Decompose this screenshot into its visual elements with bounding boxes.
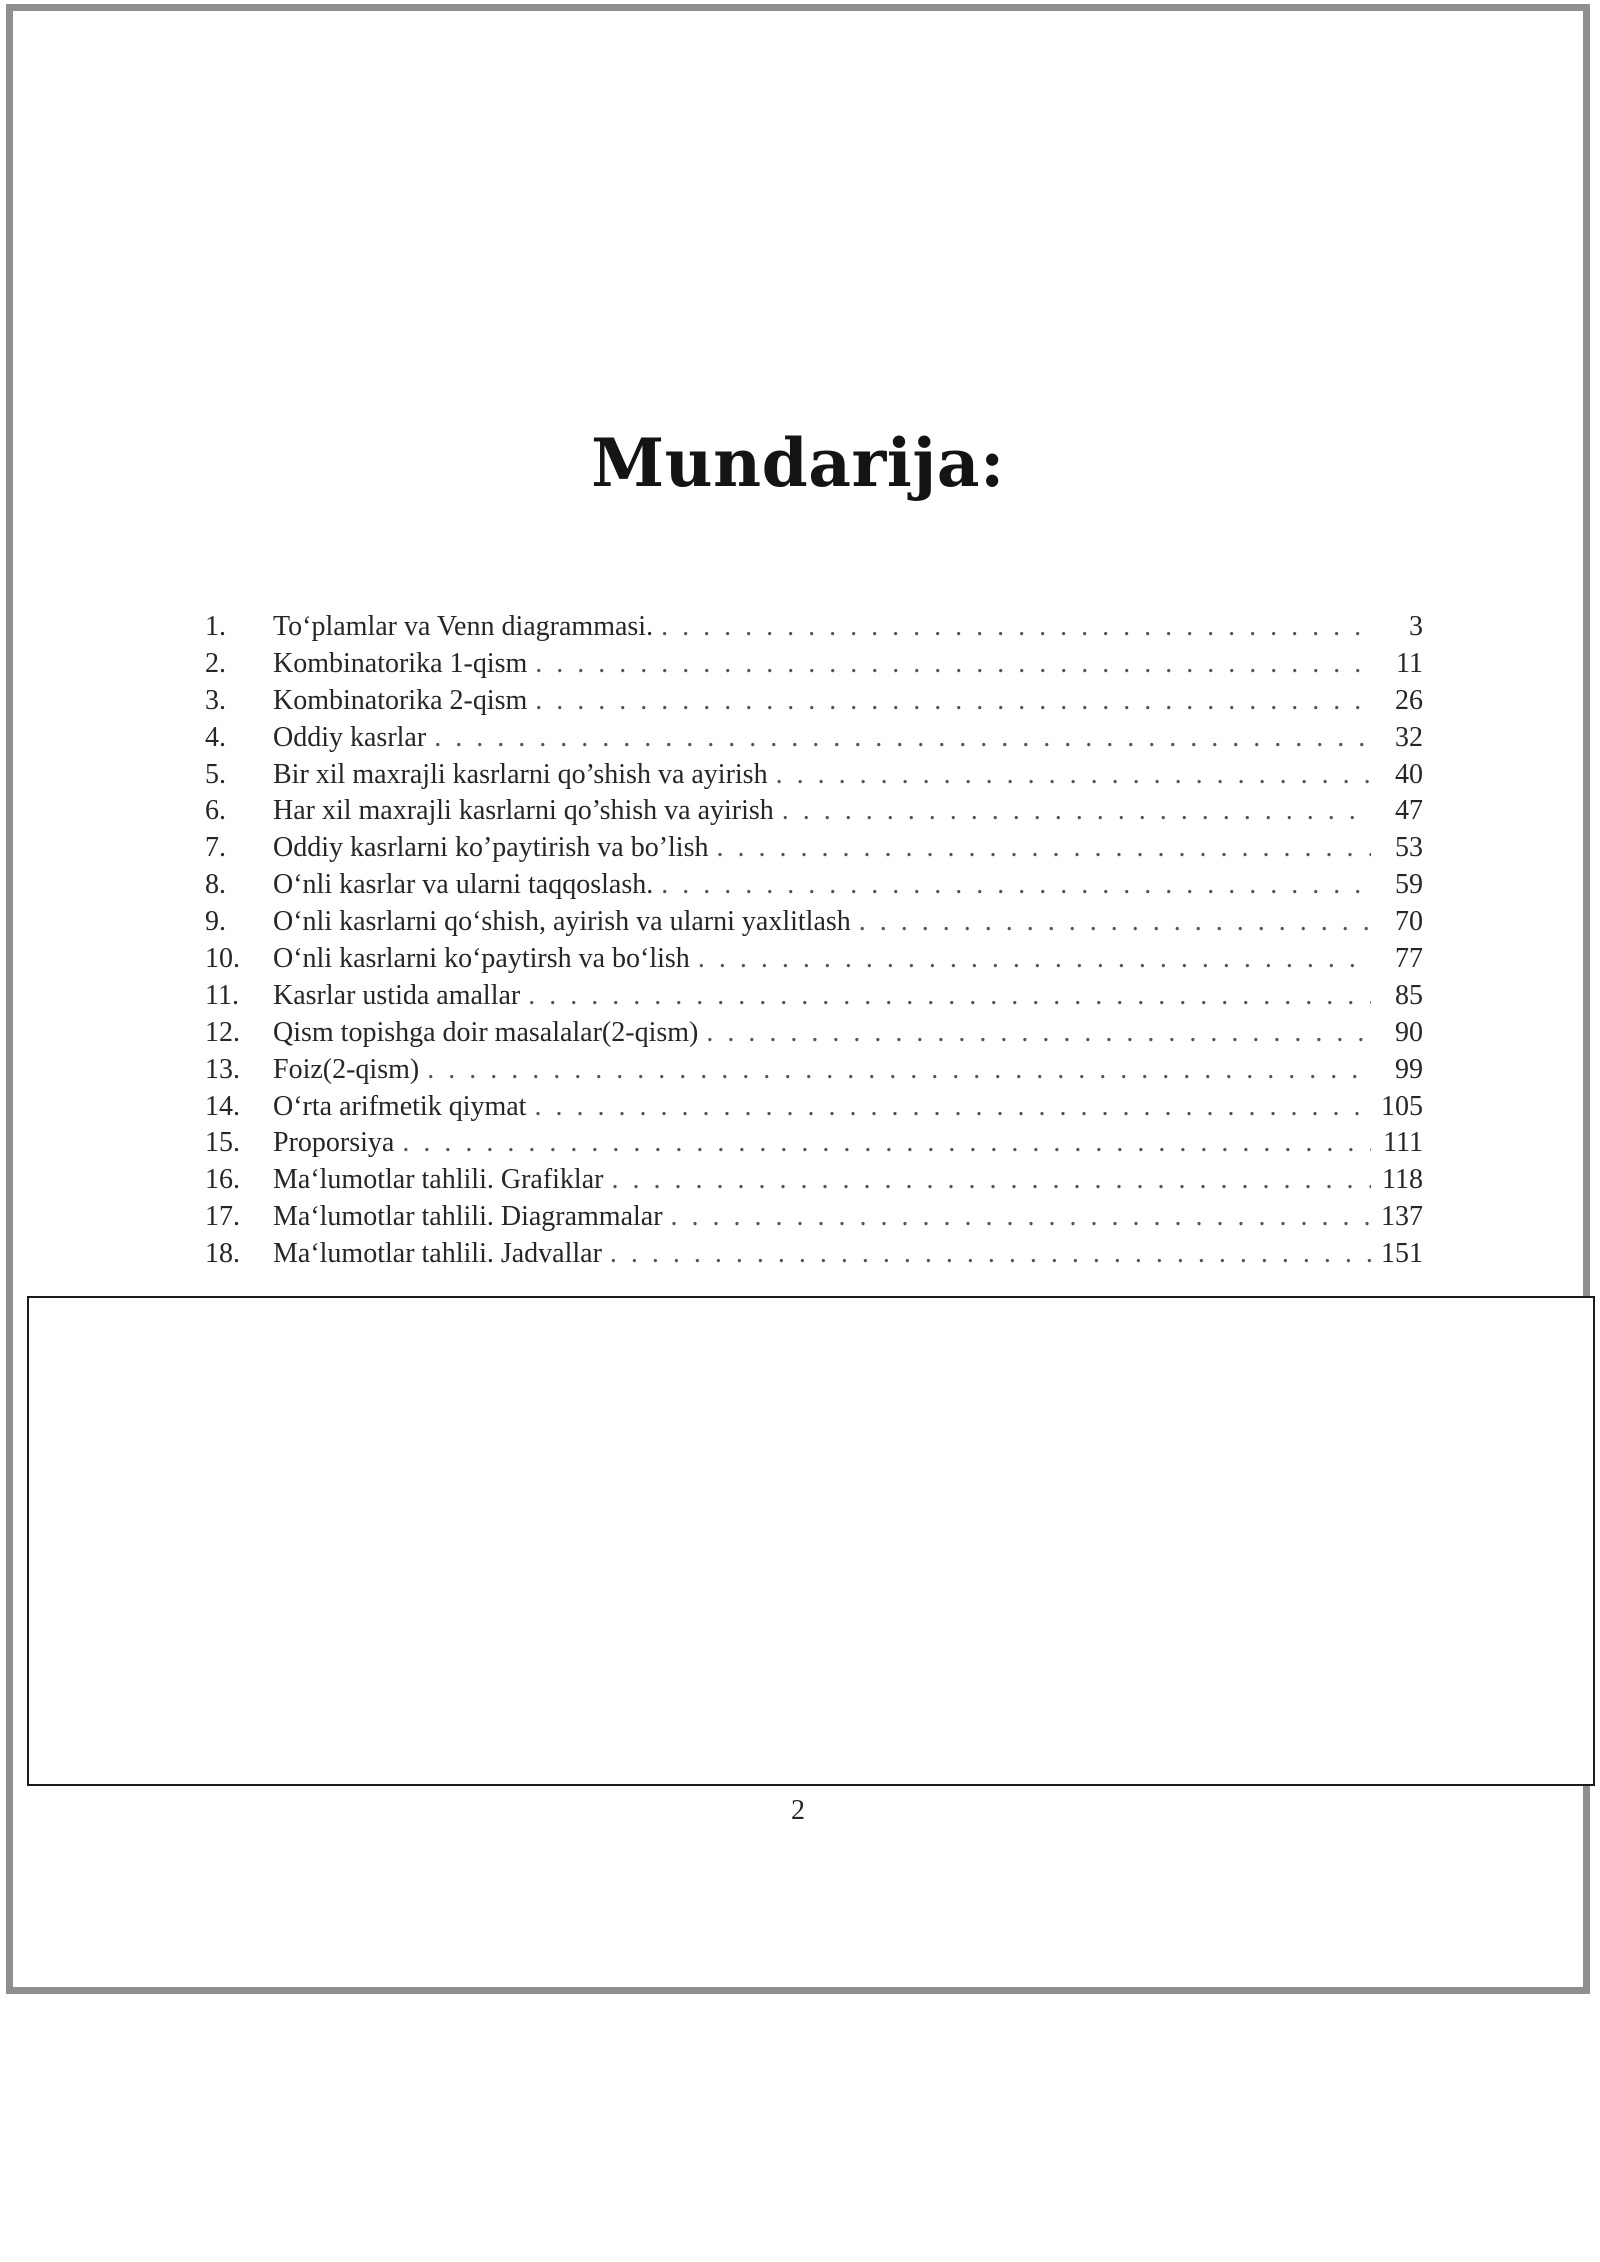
toc-entry-page: 47 <box>1395 795 1423 827</box>
toc-entry-title: O‘rta arifmetik qiymat <box>273 1090 527 1122</box>
toc-entry-number: 7. <box>205 832 226 864</box>
toc-entry-title: Ma‘lumotlar tahlili. Grafiklar <box>273 1164 604 1196</box>
toc-entry-number: 13. <box>205 1053 240 1085</box>
toc-entry[interactable] <box>205 1089 1423 1126</box>
toc-leader-dots <box>611 1162 1371 1199</box>
toc-entry-number: 4. <box>205 721 226 753</box>
toc-entry-number: 1. <box>205 611 226 642</box>
toc-entry-title: Proporsiya <box>273 1127 395 1159</box>
toc-entry[interactable] <box>205 904 1423 941</box>
toc-entry-number: 3. <box>205 684 226 716</box>
toc-entry[interactable] <box>205 1015 1423 1052</box>
toc-entry-number: 17. <box>205 1201 240 1233</box>
toc-entry[interactable] <box>205 1199 1423 1236</box>
toc-entry[interactable] <box>205 1125 1423 1162</box>
toc-entry-title: Oddiy kasrlarni ko’paytirish va bo’lish <box>273 832 709 864</box>
toc-entry[interactable] <box>205 720 1423 757</box>
toc-entry-page: 105 <box>1381 1090 1423 1122</box>
toc-entry-title: To‘plamlar va Venn diagrammasi. <box>273 611 654 642</box>
toc-entry-number: 10. <box>205 943 240 975</box>
toc-entry[interactable] <box>205 609 1423 646</box>
toc-entry-title: O‘nli kasrlar va ularni taqqoslash. <box>273 869 654 901</box>
toc-entry-number: 16. <box>205 1164 240 1196</box>
toc-entry-page: 151 <box>1381 1238 1423 1270</box>
toc-leader-dots <box>534 1089 1371 1126</box>
toc-entry-page: 85 <box>1395 979 1423 1011</box>
toc-entry[interactable] <box>205 830 1423 867</box>
toc-entry-page: 11 <box>1396 647 1423 679</box>
page-title: Mundarija: <box>591 424 1005 502</box>
toc-leader-dots <box>782 793 1371 830</box>
toc-entry-page: 111 <box>1383 1127 1423 1159</box>
toc-entry-page: 118 <box>1382 1164 1423 1196</box>
toc-entry-title: Har xil maxrajli kasrlarni qo’shish va ayirish <box>273 795 774 827</box>
toc-entry-title: Kasrlar ustida amallar <box>273 979 521 1011</box>
toc-leader-dots <box>716 830 1371 867</box>
toc-entry-number: 11. <box>205 979 239 1011</box>
toc-entry-page: 77 <box>1395 943 1423 975</box>
toc-entry[interactable] <box>205 978 1423 1015</box>
document-page <box>6 4 1590 1994</box>
toc-entry-page: 26 <box>1395 684 1423 716</box>
blank-box <box>27 1296 1595 1786</box>
toc-entry-title: O‘nli kasrlarni qo‘shish, ayirish va ularni yaxlitlash <box>273 906 851 938</box>
toc-entry[interactable] <box>205 1052 1423 1089</box>
toc-leader-dots <box>661 867 1371 904</box>
toc-entry-number: 14. <box>205 1090 240 1122</box>
toc-entry-title: O‘nli kasrlarni ko‘paytirsh va bo‘lish <box>273 943 690 975</box>
toc-entry[interactable] <box>205 867 1423 904</box>
table-of-contents <box>205 609 1423 1273</box>
toc-leader-dots <box>706 1015 1371 1052</box>
toc-entry-title: Ma‘lumotlar tahlili. Diagrammalar <box>273 1201 663 1233</box>
toc-entry-number: 18. <box>205 1238 240 1270</box>
toc-leader-dots <box>698 941 1371 978</box>
toc-leader-dots <box>427 1052 1371 1089</box>
toc-entry-page: 40 <box>1395 758 1423 790</box>
toc-entry-number: 5. <box>205 758 226 790</box>
toc-leader-dots <box>661 609 1371 646</box>
toc-entry-page: 137 <box>1381 1201 1423 1233</box>
toc-entry-number: 2. <box>205 647 226 679</box>
toc-entry-title: Oddiy kasrlar <box>273 721 427 753</box>
toc-entry-number: 15. <box>205 1127 240 1159</box>
toc-entry-page: 99 <box>1395 1053 1423 1085</box>
toc-entry[interactable] <box>205 1162 1423 1199</box>
toc-entry-title: Kombinatorika 1-qism <box>273 647 528 679</box>
toc-entry[interactable] <box>205 1236 1423 1273</box>
toc-entry-number: 9. <box>205 906 226 938</box>
toc-entry[interactable] <box>205 793 1423 830</box>
toc-leader-dots <box>671 1199 1371 1236</box>
page-number: 2 <box>791 1795 805 1826</box>
toc-entry-page: 32 <box>1395 721 1423 753</box>
toc-entry-number: 6. <box>205 795 226 827</box>
toc-entry-title: Foiz(2-qism) <box>273 1053 420 1085</box>
toc-entry-title: Qism topishga doir masalalar(2-qism) <box>273 1016 699 1048</box>
toc-entry-number: 12. <box>205 1016 240 1048</box>
toc-entry-number: 8. <box>205 869 226 901</box>
toc-leader-dots <box>610 1236 1371 1273</box>
toc-entry[interactable] <box>205 757 1423 794</box>
toc-entry-page: 70 <box>1395 906 1423 938</box>
toc-leader-dots <box>535 683 1371 720</box>
toc-entry-title: Bir xil maxrajli kasrlarni qo’shish va ayirish <box>273 758 768 790</box>
toc-entry-page: 90 <box>1395 1016 1423 1048</box>
toc-leader-dots <box>528 978 1371 1015</box>
toc-entry[interactable] <box>205 646 1423 683</box>
toc-leader-dots <box>402 1125 1371 1162</box>
toc-leader-dots <box>434 720 1371 757</box>
toc-leader-dots <box>535 646 1371 683</box>
toc-entry-page: 59 <box>1395 869 1423 901</box>
toc-entry[interactable] <box>205 683 1423 720</box>
toc-leader-dots <box>776 757 1371 794</box>
toc-entry[interactable] <box>205 941 1423 978</box>
toc-entry-title: Ma‘lumotlar tahlili. Jadvallar <box>273 1238 602 1270</box>
toc-entry-page: 53 <box>1395 832 1423 864</box>
toc-entry-page: 3 <box>1409 611 1423 642</box>
toc-leader-dots <box>859 904 1371 941</box>
toc-entry-title: Kombinatorika 2-qism <box>273 684 528 716</box>
